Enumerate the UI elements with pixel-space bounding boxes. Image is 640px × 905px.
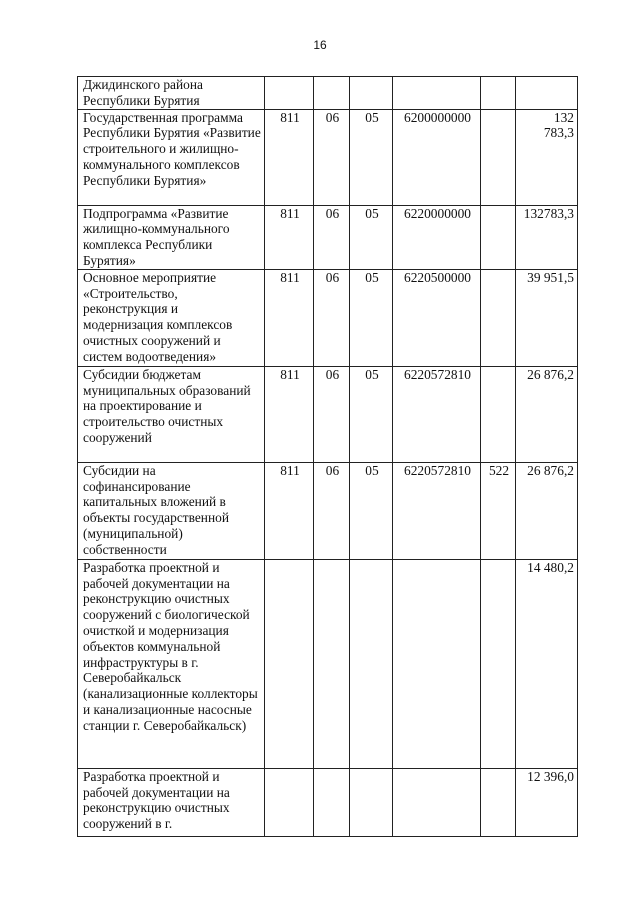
page-number: 16	[313, 38, 327, 52]
ved-cell: 811	[265, 462, 314, 559]
csr-cell	[393, 77, 481, 110]
ved-cell: 811	[265, 269, 314, 366]
row-name-cell: Подпрограмма «Развитие жилищно-коммунального комплекса Республики Бурятия»	[78, 205, 265, 269]
table-row	[78, 269, 578, 366]
rz-cell: 06	[314, 366, 350, 462]
rz-cell	[314, 768, 350, 836]
sum-cell: 39 951,5	[516, 269, 578, 366]
table-row	[78, 77, 578, 110]
rz-cell	[314, 77, 350, 110]
vr-cell	[481, 269, 516, 366]
vr-cell	[481, 768, 516, 836]
table-row	[78, 205, 578, 269]
pr-cell	[350, 768, 393, 836]
ved-cell	[265, 768, 314, 836]
sum-cell: 14 480,2	[516, 559, 578, 768]
vr-cell	[481, 559, 516, 768]
row-name-cell: Джидинского района Республики Бурятия	[78, 77, 265, 110]
row-name-cell: Субсидии бюджетам муниципальных образований на проектирование и строительство очистных сооружений	[78, 366, 265, 462]
vr-cell	[481, 205, 516, 269]
vr-cell	[481, 77, 516, 110]
row-name-cell: Государственная программа Республики Бурятия «Развитие строительного и жилищно-коммунального комплексов Республики Бурятия»	[78, 109, 265, 205]
row-name-cell: Разработка проектной и рабочей документации на реконструкцию очистных сооружений в г.	[78, 768, 265, 836]
sum-cell: 132783,3	[516, 205, 578, 269]
ved-cell: 811	[265, 205, 314, 269]
csr-cell: 6220500000	[393, 269, 481, 366]
csr-cell: 6220572810	[393, 366, 481, 462]
pr-cell: 05	[350, 109, 393, 205]
pr-cell	[350, 77, 393, 110]
pr-cell: 05	[350, 269, 393, 366]
row-name-cell: Субсидии на софинансирование капитальных вложений в объекты государственной (муниципальной) собственности	[78, 462, 265, 559]
rz-cell: 06	[314, 269, 350, 366]
ved-cell	[265, 559, 314, 768]
csr-cell: 6200000000	[393, 109, 481, 205]
rz-cell: 06	[314, 109, 350, 205]
pr-cell: 05	[350, 366, 393, 462]
csr-cell: 6220000000	[393, 205, 481, 269]
vr-cell: 522	[481, 462, 516, 559]
table-row	[78, 768, 578, 836]
table-row	[78, 109, 578, 205]
sum-cell	[516, 77, 578, 110]
sum-cell: 26 876,2	[516, 366, 578, 462]
csr-cell: 6220572810	[393, 462, 481, 559]
rz-cell	[314, 559, 350, 768]
sum-cell: 132 783,3	[516, 109, 578, 205]
pr-cell: 05	[350, 205, 393, 269]
pr-cell: 05	[350, 462, 393, 559]
pr-cell	[350, 559, 393, 768]
budget-table	[77, 76, 578, 837]
table-row	[78, 366, 578, 462]
sum-cell: 26 876,2	[516, 462, 578, 559]
vr-cell	[481, 366, 516, 462]
ved-cell: 811	[265, 109, 314, 205]
rz-cell: 06	[314, 462, 350, 559]
csr-cell	[393, 559, 481, 768]
row-name-cell: Основное мероприятие «Строительство, реконструкция и модернизация комплексов очистных сооружений и систем водоотведения»	[78, 269, 265, 366]
table-row	[78, 559, 578, 768]
ved-cell: 811	[265, 366, 314, 462]
rz-cell: 06	[314, 205, 350, 269]
table-row	[78, 462, 578, 559]
ved-cell	[265, 77, 314, 110]
sum-cell: 12 396,0	[516, 768, 578, 836]
row-name-cell: Разработка проектной и рабочей документации на реконструкцию очистных сооружений с биологической очисткой и модернизация объектов коммунальной инфраструктуры в г. Северобайкальск (канализационные коллекторы и канализационные насосные станции г. Северобайкальск)	[78, 559, 265, 768]
csr-cell	[393, 768, 481, 836]
vr-cell	[481, 109, 516, 205]
